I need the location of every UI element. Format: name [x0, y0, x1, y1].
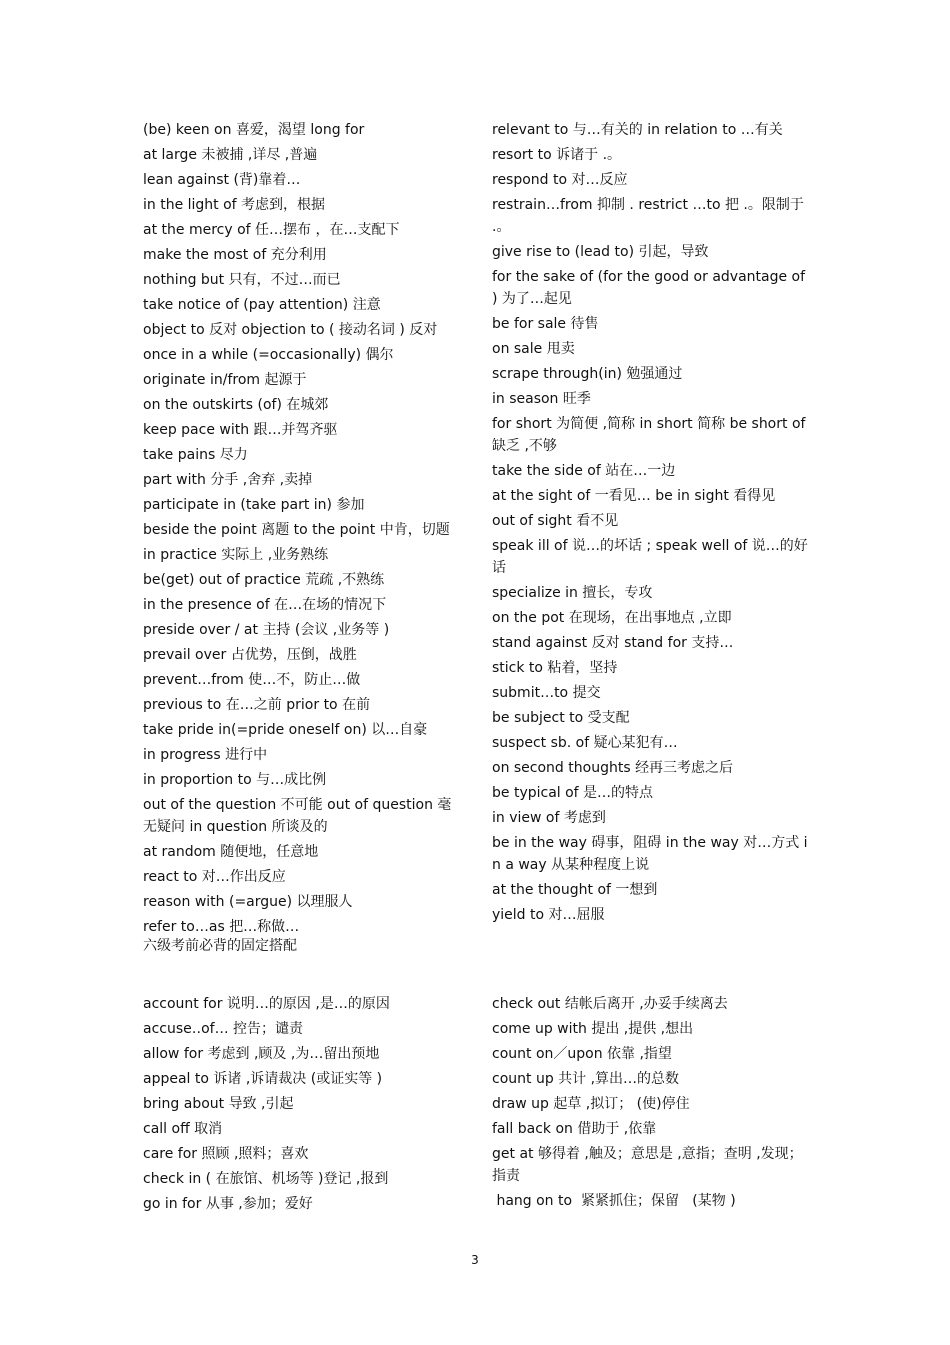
phrase-entry: bring about 导致 ,引起 [143, 1096, 294, 1112]
phrase-entry: on second thoughts 经再三考虑之后 [492, 760, 734, 776]
phrase-entry: in view of 考虑到 [492, 810, 606, 826]
phrase-entry: appeal to 诉诸 ,诉请裁决 (或证实等 ) [143, 1071, 383, 1087]
phrase-entry: stand against 反对 stand for 支持… [492, 635, 734, 651]
phrase-entry: originate in/from 起源于 [143, 372, 307, 388]
phrase-entry: prevent…from 使…不，防止…做 [143, 672, 361, 688]
left-column-bottom [143, 993, 461, 1218]
phrase-entry: fall back on 借助于 ,依靠 [492, 1121, 657, 1137]
left-column-top [143, 119, 461, 957]
phrase-entry: on sale 甩卖 [492, 341, 575, 357]
phrase-entry: refer to…as 把…称做… [143, 919, 300, 935]
phrase-entry: part with 分手 ,舍弃 ,卖掉 [143, 472, 313, 488]
phrase-entry: count on／upon 依靠 ,指望 [492, 1046, 672, 1062]
phrase-entry: stick to 粘着，坚持 [492, 660, 618, 676]
phrase-entry: keep pace with 跟…并驾齐驱 [143, 422, 338, 438]
phrase-entry: respond to 对…反应 [492, 172, 628, 188]
phrase-entry: call off 取消 [143, 1121, 223, 1137]
phrase-entry: resort to 诉诸于 .。 [492, 147, 622, 163]
phrase-entry: (be) keen on 喜爱，渴望 long for [143, 122, 365, 138]
phrase-entry: come up with 提出 ,提供 ,想出 [492, 1021, 694, 1037]
phrase-entry: on the pot 在现场，在出事地点 ,立即 [492, 610, 732, 626]
phrase-entry: preside over / at 主持 (会议 ,业务等 ) [143, 622, 390, 638]
phrase-entry: submit…to 提交 [492, 685, 601, 701]
phrase-entry: speak ill of 说…的坏话 ; speak well of 说…的好话 [492, 538, 808, 576]
phrase-entry: reason with (=argue) 以理服人 [143, 894, 353, 910]
phrase-entry: in season 旺季 [492, 391, 591, 407]
phrase-entry: in practice 实际上 ,业务熟练 [143, 547, 329, 563]
phrase-entry: lean against (背)靠着… [143, 172, 301, 188]
phrase-entry: yield to 对…屈服 [492, 907, 605, 923]
phrase-entry: in the light of 考虑到，根据 [143, 197, 326, 213]
phrase-entry: go in for 从事 ,参加；爱好 [143, 1196, 313, 1212]
phrase-entry: object to 反对 objection to ( 接动名词 ) 反对 [143, 322, 438, 338]
page-number: 3 [471, 1253, 479, 1267]
phrase-entry: beside the point 离题 to the point 中肯，切题 [143, 522, 450, 538]
phrase-entry: be(get) out of practice 荒疏 ,不熟练 [143, 572, 385, 588]
phrase-entry: react to 对…作出反应 [143, 869, 286, 885]
right-column-bottom [492, 993, 810, 1215]
phrase-entry: in progress 进行中 [143, 747, 268, 763]
phrase-entry: draw up 起草 ,拟订； (使)停住 [492, 1096, 690, 1112]
phrase-entry: check out 结帐后离开 ,办妥手续离去 [492, 996, 728, 1012]
phrase-entry: relevant to 与…有关的 in relation to …有关 [492, 122, 783, 138]
phrase-entry: take the side of 站在…一边 [492, 463, 676, 479]
phrase-entry: for the sake of (for the good or advantage of ) 为了…起见 [492, 269, 806, 307]
phrase-entry: nothing but 只有，不过…而已 [143, 272, 341, 288]
phrase-entry: care for 照顾 ,照料；喜欢 [143, 1146, 309, 1162]
phrase-entry: allow for 考虑到 ,顾及 ,为…留出预地 [143, 1046, 380, 1062]
phrase-entry: check in ( 在旅馆、机场等 )登记 ,报到 [143, 1171, 389, 1187]
phrase-entry: once in a while (=occasionally) 偶尔 [143, 347, 394, 363]
phrase-entry: take notice of (pay attention) 注意 [143, 297, 381, 313]
phrase-entry: hang on to 紧紧抓住；保留 (某物 ) [492, 1193, 736, 1209]
phrase-entry: account for 说明…的原因 ,是…的原因 [143, 996, 390, 1012]
phrase-entry: at random 随便地，任意地 [143, 844, 319, 860]
phrase-entry: participate in (take part in) 参加 [143, 497, 365, 513]
phrase-entry: count up 共计 ,算出…的总数 [492, 1071, 680, 1087]
phrase-entry: out of the question 不可能 out of question 毫无疑问 in question 所谈及的 [143, 797, 452, 835]
phrase-entry: be for sale 待售 [492, 316, 599, 332]
phrase-entry: on the outskirts (of) 在城郊 [143, 397, 329, 413]
phrase-entry: take pride in(=pride oneself on) 以…自豪 [143, 722, 428, 738]
phrase-entry: suspect sb. of 疑心某犯有… [492, 735, 678, 751]
phrase-entry: at the thought of 一想到 [492, 882, 658, 898]
phrase-entry: at large 未被捕 ,详尽 ,普遍 [143, 147, 318, 163]
phrase-entry: at the mercy of 任…摆布 ，在…支配下 [143, 222, 400, 238]
phrase-entry: accuse‥of… 控告；谴责 [143, 1021, 304, 1037]
phrase-entry: give rise to (lead to) 引起，导致 [492, 244, 709, 260]
section-heading: 六级考前必背的固定搭配 [143, 938, 297, 954]
phrase-entry: take pains 尽力 [143, 447, 248, 463]
phrase-entry: scrape through(in) 勉强通过 [492, 366, 683, 382]
phrase-entry: specialize in 擅长，专攻 [492, 585, 653, 601]
phrase-entry: prevail over 占优势，压倒，战胜 [143, 647, 357, 663]
phrase-entry: restrain…from 抑制 . restrict …to 把 .。限制于 .。 [492, 197, 804, 235]
right-column-top [492, 119, 810, 929]
phrase-entry: be subject to 受支配 [492, 710, 630, 726]
phrase-entry: previous to 在…之前 prior to 在前 [143, 697, 371, 713]
phrase-entry: out of sight 看不见 [492, 513, 619, 529]
phrase-entry: be typical of 是…的特点 [492, 785, 654, 801]
phrase-entry: be in the way 碍事，阻碍 in the way 对…方式 in a way 从某种程度上说 [492, 835, 808, 873]
phrase-entry: in proportion to 与…成比例 [143, 772, 327, 788]
phrase-entry: in the presence of 在…在场的情况下 [143, 597, 387, 613]
phrase-entry: for short 为简便 ,简称 in short 简称 be short of 缺乏 ,不够 [492, 416, 806, 454]
phrase-entry: get at 够得着 ,触及；意思是 ,意指；查明 ,发现；指责 [492, 1146, 803, 1184]
phrase-entry: at the sight of 一看见… be in sight 看得见 [492, 488, 776, 504]
phrase-entry: make the most of 充分利用 [143, 247, 327, 263]
